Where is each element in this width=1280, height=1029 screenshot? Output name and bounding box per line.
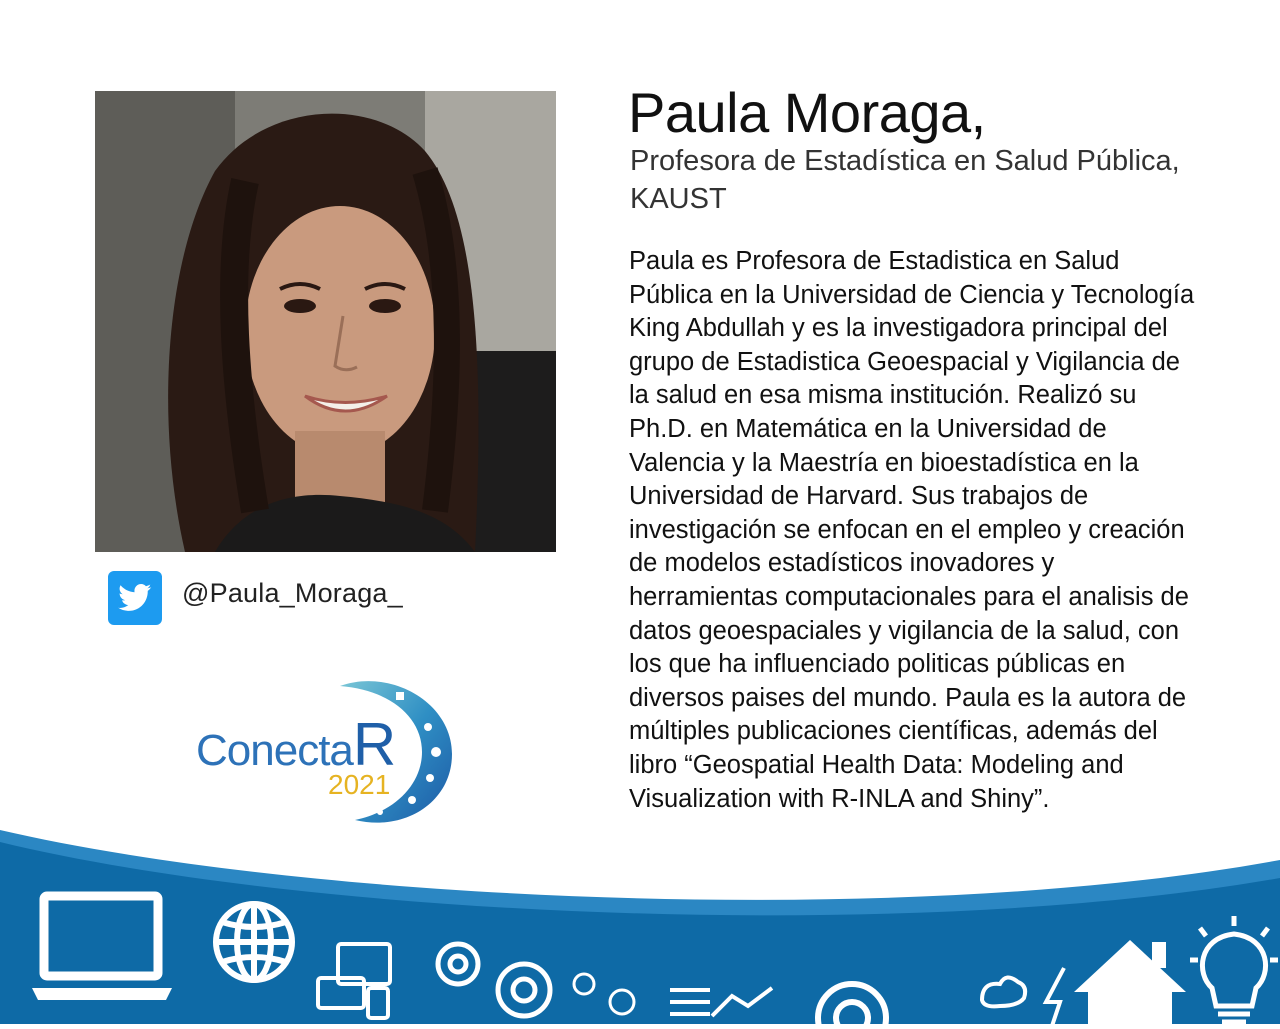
logo-text: ConectaR — [196, 711, 396, 778]
twitter-handle[interactable]: @Paula_Moraga_ — [182, 578, 403, 608]
globe-icon — [216, 904, 292, 980]
speaker-role — [630, 142, 1230, 218]
speaker-name: Paula Moraga, — [628, 81, 986, 144]
speaker-photo — [95, 91, 556, 552]
footer-banner — [0, 820, 1280, 1024]
role-line-1: Profesora de Estadística en Salud Pública, — [630, 145, 1180, 177]
twitter-bird-icon — [118, 584, 152, 612]
role-line-2: KAUST — [630, 183, 727, 215]
twitter-icon[interactable] — [108, 571, 162, 625]
speaker-bio: Paula es Profesora de Estadistica en Salud Pública en la Universidad de Ciencia y Tecnología King Abdullah y es la investigadora principal del grupo de Estadistica Geoespacial y Vigilancia de la salud en esa misma institución. Realizó su Ph.D. en Matemática en la Universidad de Valencia y la Maestría en bioestadística en la Universidad de Harvard. Sus trabajos de investigación se enfocan en el empleo y creación de modelos estadísticos inovadores y herramientas computacionales para el analisis de datos geoespaciales y vigilancia de la salud, con los que ha influenciado politicas públicas en diversos paises del mundo. Paula es la autora de múltiples publicaciones científicas, además del libro “Geospatial Health Data: Modeling and Visualization with R-INLA and Shiny”. — [629, 247, 1195, 813]
conectar-logo — [190, 672, 460, 827]
logo-year: 2021 — [328, 769, 391, 800]
